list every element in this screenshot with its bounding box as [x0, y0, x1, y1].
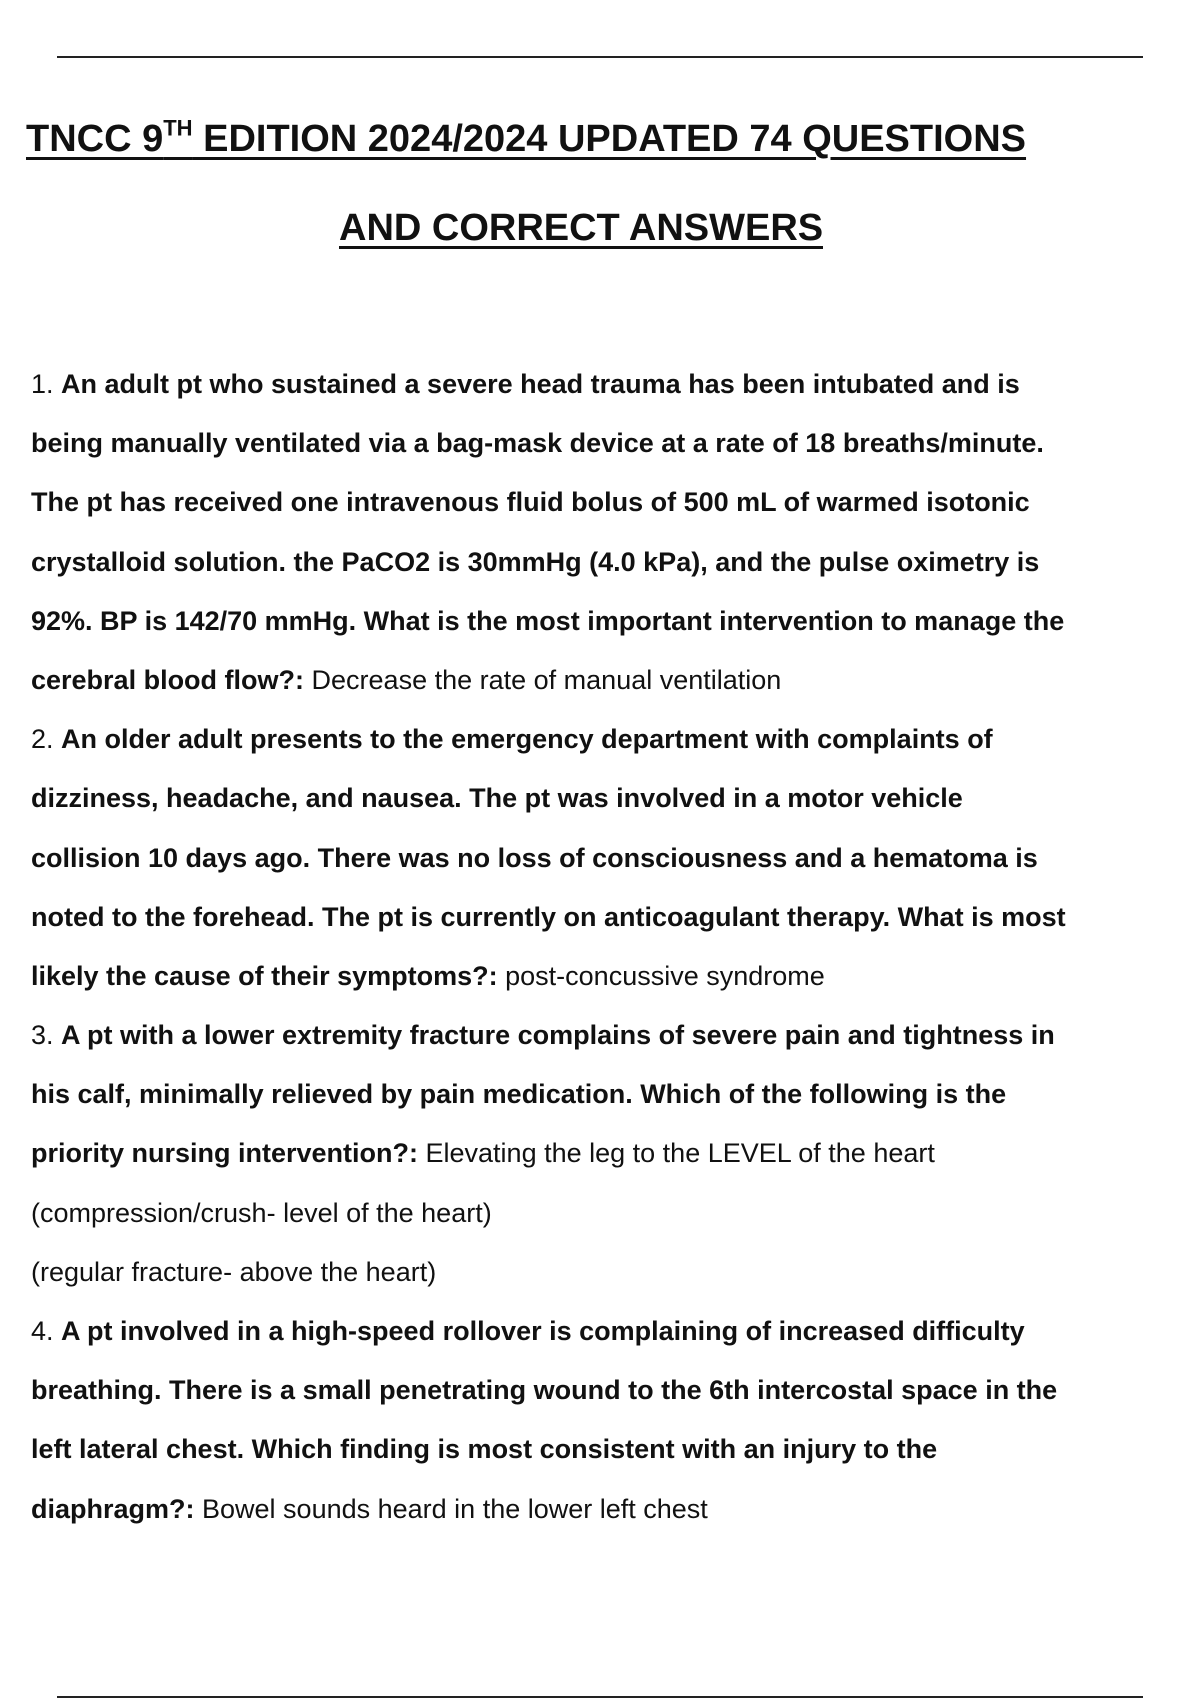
question-1-line-3: The pt has received one intravenous fluid bolus of 500 mL of warmed isotonic [31, 487, 1030, 518]
document-title [26, 115, 1200, 163]
question-number: 4. [31, 1316, 62, 1346]
question-number: 2. [31, 724, 62, 755]
question-2-line-4: noted to the forehead. The pt is currently on anticoagulant therapy. What is most [31, 901, 1066, 932]
question-text: An older adult presents to the emergency department with complaints of [61, 724, 993, 755]
question-number: 1. [31, 369, 62, 399]
answer-text: Bowel sounds heard in the lower left chest [194, 1493, 708, 1524]
question-1-line-6 [31, 651, 1200, 710]
question-text: diaphragm?: [31, 1493, 195, 1524]
question-1-line-4: crystalloid solution. the PaCO2 is 30mmHg (4.0 kPa), and the pulse oximetry is [31, 546, 1040, 577]
question-list [31, 355, 1200, 1539]
question-2-line-2: dizziness, headache, and nausea. The pt was involved in a motor vehicle [31, 783, 963, 814]
bottom-divider [57, 1696, 1143, 1698]
answer-text: post-concussive syndrome [497, 960, 825, 991]
question-text: cerebral blood flow?: [31, 664, 305, 695]
question-text: A pt involved in a high-speed rollover is complaining of increased difficulty [61, 1316, 1025, 1346]
question-4-line-3: left lateral chest. Which finding is most consistent with an injury to the [31, 1434, 938, 1465]
answer-text: Decrease the rate of manual ventilation [304, 664, 782, 695]
question-4-line-4 [31, 1480, 1200, 1539]
question-2-line-3: collision 10 days ago. There was no loss of consciousness and a hematoma is [31, 842, 1038, 873]
answer-text: Elevating the leg to the LEVEL of the heart [418, 1138, 935, 1169]
title-text-b: EDITION 2024/2024 UPDATED 74 QUESTIONS [192, 118, 1027, 160]
question-3-line-3 [31, 1124, 1200, 1183]
question-text: A pt with a lower extremity fracture complains of severe pain and tightness in [61, 1020, 1055, 1051]
answer-note-1: (compression/crush- level of the heart) [31, 1197, 492, 1228]
question-1-line-5: 92%. BP is 142/70 mmHg. What is the most important intervention to manage the [31, 605, 1065, 636]
question-text: An adult pt who sustained a severe head trauma has been intubated and is [61, 369, 1020, 399]
question-3-line-1 [31, 1006, 1200, 1065]
question-2-line-5 [31, 947, 1200, 1006]
title-superscript: TH [163, 115, 193, 141]
question-4-line-2: breathing. There is a small penetrating wound to the 6th intercostal space in the [31, 1375, 1058, 1406]
question-2-line-1 [31, 710, 1200, 769]
top-divider [57, 56, 1143, 58]
question-text: likely the cause of their symptoms?: [31, 960, 498, 991]
question-text: priority nursing intervention?: [31, 1138, 419, 1169]
document-subtitle: AND CORRECT ANSWERS [339, 207, 824, 249]
question-1-line-1 [31, 355, 1200, 414]
question-3-line-2: his calf, minimally relieved by pain medication. Which of the following is the [31, 1079, 1007, 1110]
question-4-line-1 [31, 1302, 1200, 1361]
question-1-line-2: being manually ventilated via a bag-mask device at a rate of 18 breaths/minute. [31, 428, 1044, 459]
question-number: 3. [31, 1020, 62, 1051]
answer-note-2: (regular fracture- above the heart) [31, 1256, 437, 1287]
title-text-a: TNCC 9 [26, 118, 164, 160]
